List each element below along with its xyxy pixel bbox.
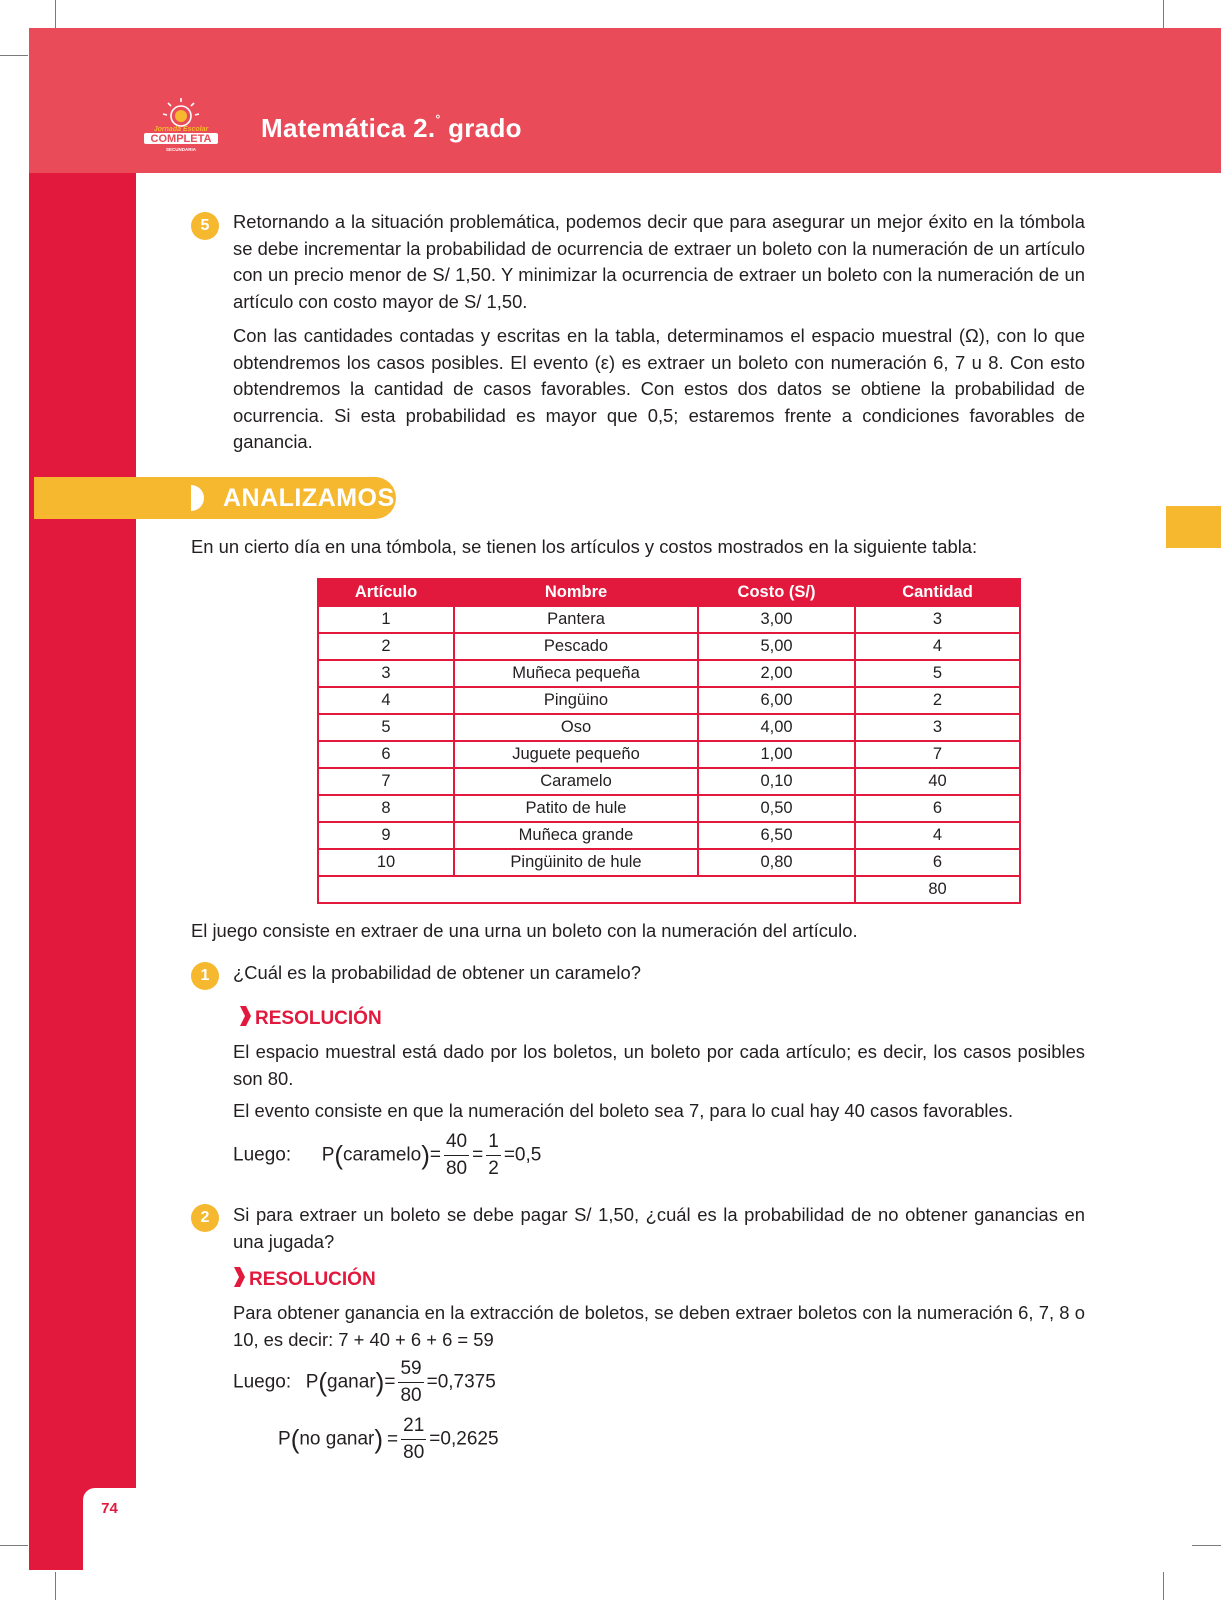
cell-cantidad: 4 bbox=[855, 822, 1020, 849]
table-row bbox=[318, 795, 1020, 822]
crop-mark bbox=[55, 1572, 56, 1600]
crop-mark bbox=[0, 1545, 28, 1546]
col-header-costo: Costo (S/) bbox=[698, 579, 855, 606]
cell-costo: 2,00 bbox=[698, 660, 855, 687]
title-grade: grado bbox=[448, 113, 522, 143]
cell-costo: 6,50 bbox=[698, 822, 855, 849]
cell-costo: 6,00 bbox=[698, 687, 855, 714]
table-row bbox=[318, 633, 1020, 660]
section5-paragraph2: Con las cantidades contadas y escritas en la tabla, determinamos el espacio muestral (Ω), con lo que obtendremos los casos posibles. El evento (ε) es extraer un boleto con numeración 6, 7 u 8. Con esto obtendremos la cantidad de casos favorables. Con estos dos datos se obtiene la probabilidad de ocurrencia. Si esta probabilidad es mayor que 0,5; estaremos frente a condiciones favorables de ganancia. bbox=[233, 325, 1085, 453]
cell-costo: 1,00 bbox=[698, 741, 855, 768]
fraction-denominator: 2 bbox=[488, 1158, 499, 1179]
fraction-numerator: 1 bbox=[486, 1130, 501, 1156]
chevron-right-icon bbox=[233, 1267, 245, 1287]
q1-line1: El espacio muestral está dado por los boletos, un boleto por cada artículo; es decir, los casos posibles son 80. bbox=[233, 1041, 1085, 1089]
equals-sign: = bbox=[426, 1371, 438, 1393]
cell-cantidad: 7 bbox=[855, 741, 1020, 768]
cell-cantidad: 5 bbox=[855, 660, 1020, 687]
fraction-numerator: 21 bbox=[401, 1414, 426, 1440]
cell-articulo: 1 bbox=[318, 606, 454, 633]
fraction-59-80 bbox=[398, 1357, 423, 1408]
fraction-1-2 bbox=[486, 1130, 501, 1181]
cell-nombre: Patito de hule bbox=[454, 795, 698, 822]
game-description: El juego consiste en extraer de una urna un boleto con la numeración del artículo. bbox=[191, 920, 858, 941]
prob-symbol: P bbox=[305, 1371, 319, 1393]
title-main: Matemática 2. bbox=[261, 113, 436, 143]
cell-articulo: 2 bbox=[318, 633, 454, 660]
fraction-numerator: 59 bbox=[398, 1357, 423, 1383]
q2-equation-no-ganar: P(no ganar) = $\frac{21}{80}$ =0,2625 bbox=[278, 1415, 499, 1463]
fraction-40-80 bbox=[444, 1130, 469, 1181]
cell-costo: 0,10 bbox=[698, 768, 855, 795]
col-header-nombre: Nombre bbox=[454, 579, 698, 606]
table-row bbox=[318, 849, 1020, 876]
cell-nombre: Pescado bbox=[454, 633, 698, 660]
crop-mark bbox=[1163, 0, 1164, 28]
logo-text-line2: COMPLETA bbox=[150, 133, 212, 145]
q1-equation: Luego: P(caramelo)= $\frac{40}{80}$ = $\frac{1}{2}$ =0,5 bbox=[233, 1131, 542, 1179]
page-title bbox=[261, 113, 522, 144]
fraction-numerator: 40 bbox=[444, 1130, 469, 1156]
luego-label: Luego: bbox=[233, 1371, 292, 1393]
cell-nombre: Pantera bbox=[454, 606, 698, 633]
table-row bbox=[318, 822, 1020, 849]
cell-cantidad: 6 bbox=[855, 849, 1020, 876]
fraction-21-80 bbox=[401, 1414, 426, 1465]
cell-nombre: Muñeca grande bbox=[454, 822, 698, 849]
table-row bbox=[318, 606, 1020, 633]
page-number: 74 bbox=[101, 1500, 118, 1517]
equals-sign: = bbox=[472, 1144, 484, 1166]
crop-mark bbox=[1163, 1572, 1164, 1600]
analizamos-intro: En un cierto día en una tómbola, se tienen los artículos y costos mostrados en la siguiente tabla: bbox=[191, 536, 978, 557]
equals-sign: = bbox=[429, 1428, 441, 1450]
section5-paragraph1: Retornando a la situación problemática, podemos decir que para asegurar un mejor éxito en la tómbola se debe incrementar la probabilidad de ocurrencia de extraer un boleto con la numeración de un artículo con un precio menor de S/ 1,50. Y minimizar la ocurrencia de extraer un boleto con la numeración de un artículo con costo mayor de S/ 1,50. bbox=[233, 211, 1085, 312]
cell-cantidad: 3 bbox=[855, 606, 1020, 633]
prob-symbol: P bbox=[278, 1428, 291, 1450]
school-logo bbox=[142, 96, 220, 156]
cell-nombre: Pingüino bbox=[454, 687, 698, 714]
cell-costo: 5,00 bbox=[698, 633, 855, 660]
cell-costo: 3,00 bbox=[698, 606, 855, 633]
cell-articulo: 10 bbox=[318, 849, 454, 876]
q1-question: ¿Cuál es la probabilidad de obtener un caramelo? bbox=[233, 962, 641, 983]
cell-total: 80 bbox=[855, 876, 1020, 903]
table-row bbox=[318, 660, 1020, 687]
analizamos-label: ANALIZAMOS bbox=[223, 484, 395, 512]
equals-sign: = bbox=[503, 1144, 515, 1166]
articles-table bbox=[317, 578, 1021, 904]
cell-nombre: Muñeca pequeña bbox=[454, 660, 698, 687]
equals-sign: = bbox=[384, 1371, 396, 1393]
cell-articulo: 8 bbox=[318, 795, 454, 822]
cell-nombre: Juguete pequeño bbox=[454, 741, 698, 768]
cell-articulo: 3 bbox=[318, 660, 454, 687]
logo-text-line1: Jornada Escolar bbox=[153, 126, 209, 133]
cell-cantidad: 4 bbox=[855, 633, 1020, 660]
table-row bbox=[318, 714, 1020, 741]
fraction-denominator: 80 bbox=[400, 1385, 422, 1406]
result-value: 0,2625 bbox=[440, 1428, 499, 1450]
total-blank-cell bbox=[318, 876, 855, 903]
step-number-2: 2 bbox=[191, 1204, 219, 1232]
cell-cantidad: 40 bbox=[855, 768, 1020, 795]
cell-cantidad: 6 bbox=[855, 795, 1020, 822]
col-header-articulo: Artículo bbox=[318, 579, 454, 606]
table-row bbox=[318, 768, 1020, 795]
cell-costo: 0,50 bbox=[698, 795, 855, 822]
q2-equation-ganar: Luego: P(ganar)= $\frac{59}{80}$ =0,7375 bbox=[233, 1358, 496, 1406]
cell-cantidad: 3 bbox=[855, 714, 1020, 741]
prob-arg: ganar bbox=[327, 1371, 376, 1393]
luego-label: Luego: bbox=[233, 1144, 292, 1166]
resolucion-label: RESOLUCIÓN bbox=[255, 1008, 382, 1029]
prob-arg: no ganar bbox=[299, 1428, 375, 1450]
prob-arg: caramelo bbox=[343, 1144, 422, 1166]
step-number-1: 1 bbox=[191, 962, 219, 990]
cell-articulo: 6 bbox=[318, 741, 454, 768]
result-value: 0,7375 bbox=[437, 1371, 496, 1393]
cell-articulo: 4 bbox=[318, 687, 454, 714]
chevron-right-icon bbox=[239, 1006, 251, 1026]
cell-articulo: 7 bbox=[318, 768, 454, 795]
crop-mark bbox=[1192, 1545, 1221, 1546]
side-tab bbox=[1166, 506, 1221, 548]
fraction-denominator: 80 bbox=[445, 1158, 468, 1179]
col-header-cantidad: Cantidad bbox=[855, 579, 1020, 606]
step-number-5: 5 bbox=[191, 212, 219, 240]
cell-articulo: 5 bbox=[318, 714, 454, 741]
logo-text-line3: SECUNDARIA bbox=[165, 147, 197, 152]
q2-line1: Para obtener ganancia en la extracción de boletos, se deben extraer boletos con la numeración 6, 7, 8 o 10, es decir: 7 + 40 + 6 + 6 = 59 bbox=[233, 1302, 1085, 1350]
table-row bbox=[318, 741, 1020, 768]
cell-nombre: Caramelo bbox=[454, 768, 698, 795]
left-margin-bar bbox=[29, 173, 136, 1570]
q2-resolucion-heading bbox=[233, 1267, 376, 1291]
q1-resolucion-heading bbox=[239, 1006, 382, 1030]
crop-mark bbox=[0, 55, 28, 56]
q1-line2: El evento consiste en que la numeración del boleto sea 7, para lo cual hay 40 casos favorables. bbox=[233, 1100, 1014, 1121]
fraction-denominator: 80 bbox=[403, 1442, 425, 1463]
cell-cantidad: 2 bbox=[855, 687, 1020, 714]
q2-question: Si para extraer un boleto se debe pagar S/ 1,50, ¿cuál es la probabilidad de no obtener ganancias en una jugada? bbox=[233, 1204, 1085, 1252]
equals-sign: = bbox=[387, 1428, 399, 1450]
cell-nombre: Oso bbox=[454, 714, 698, 741]
resolucion-label: RESOLUCIÓN bbox=[249, 1269, 376, 1290]
title-degree: ° bbox=[435, 112, 441, 127]
result-value: 0,5 bbox=[514, 1144, 542, 1166]
prob-symbol: P bbox=[321, 1144, 335, 1166]
table-row bbox=[318, 687, 1020, 714]
crop-mark bbox=[55, 0, 56, 28]
equals-sign: = bbox=[429, 1144, 441, 1166]
table-total-row bbox=[318, 876, 1020, 903]
cell-nombre: Pingüinito de hule bbox=[454, 849, 698, 876]
table-header-row bbox=[318, 579, 1020, 606]
cell-costo: 0,80 bbox=[698, 849, 855, 876]
cell-articulo: 9 bbox=[318, 822, 454, 849]
cell-costo: 4,00 bbox=[698, 714, 855, 741]
